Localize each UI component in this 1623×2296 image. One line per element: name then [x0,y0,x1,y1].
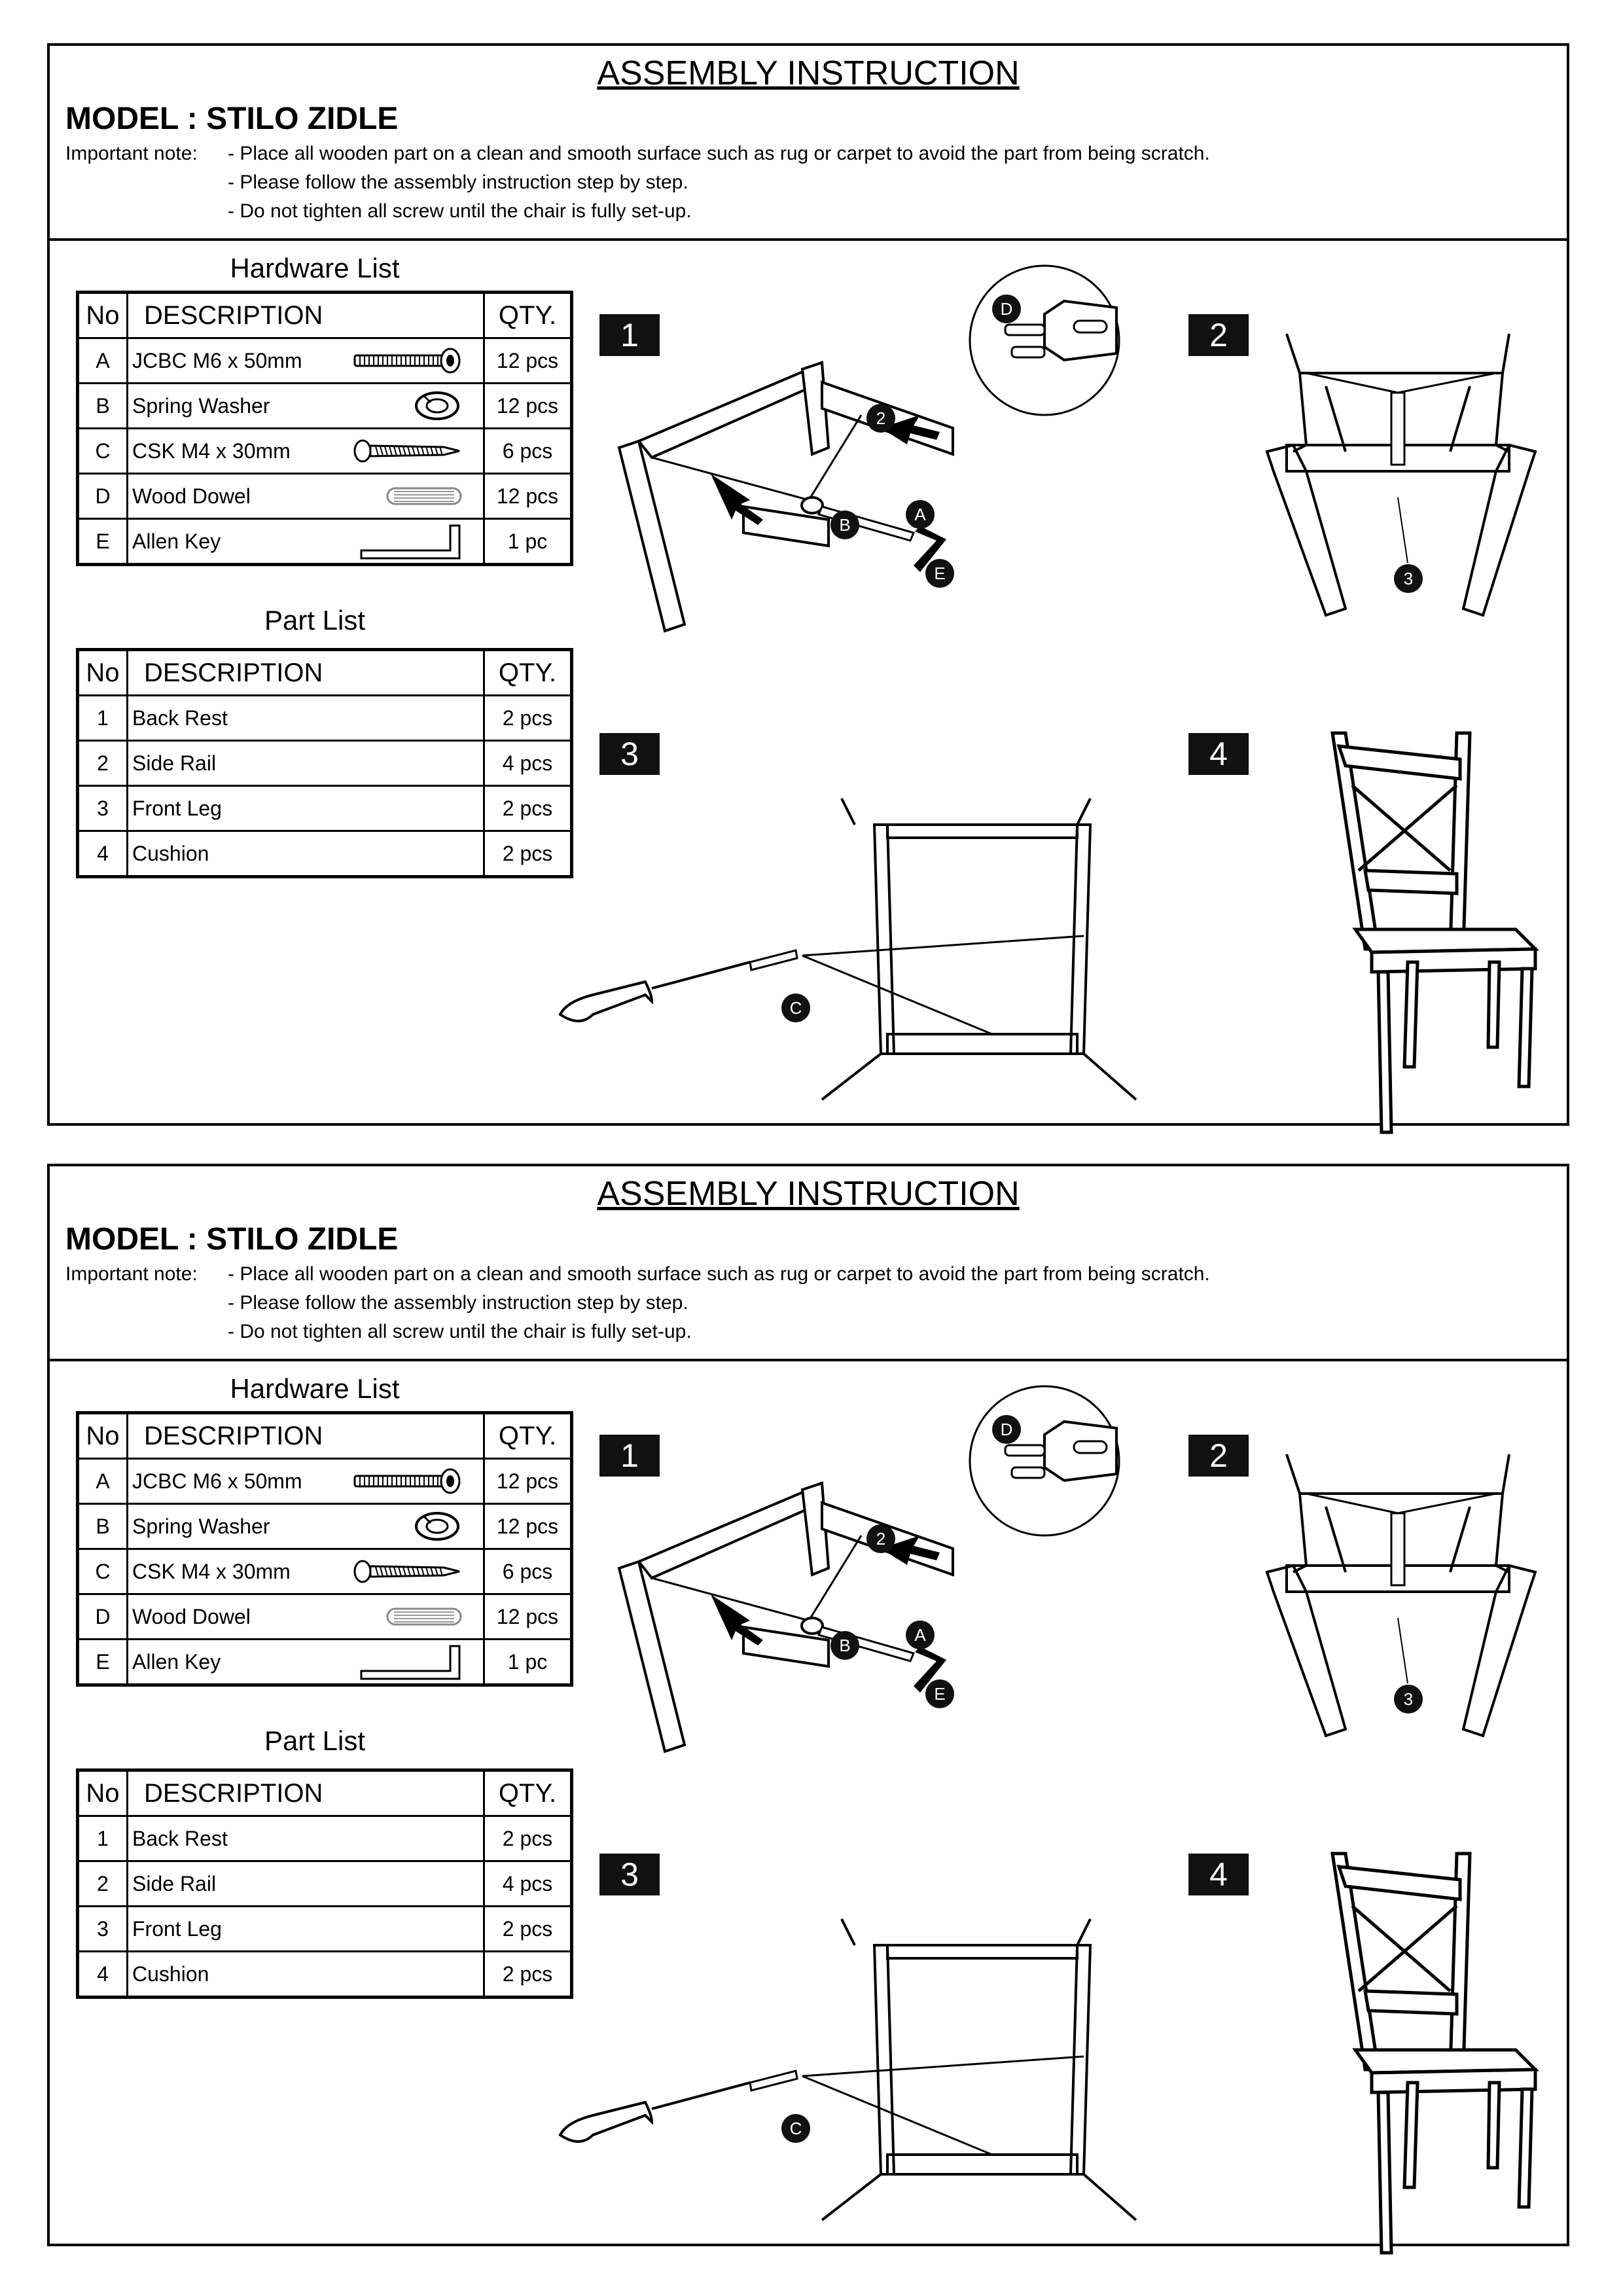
part-qty: 2 pcs [484,1952,572,1998]
part-list-title: Part List [264,1725,366,1756]
hardware-no: D [78,1594,128,1640]
hardware-qty: 12 pcs [484,338,572,384]
callout-3 [1394,564,1423,593]
part-description-label: Front Leg [132,796,222,820]
hardware-header-description: DESCRIPTION [128,293,484,338]
washer-icon [411,389,463,422]
svg-text:A: A [914,1625,926,1645]
hardware-description-label: Allen Key [132,1649,221,1674]
important-note-line: - Please follow the assembly instruction step by step. [228,1292,688,1314]
callout-d [992,1415,1021,1444]
callout-a [906,1621,935,1649]
step-1-illustration [613,1398,1005,1704]
sheet-header [50,1166,1567,1361]
callout-e [925,1679,954,1708]
part-description-label: Back Rest [132,1826,228,1850]
svg-text:B: B [839,515,851,535]
step-2-illustration [1247,334,1575,635]
hardware-no: D [78,474,128,519]
callout-2 [866,1524,895,1553]
hardware-header-row [78,293,572,338]
table-row [78,1504,572,1549]
hardware-no: C [78,1549,128,1594]
hardware-no: E [78,519,128,565]
hardware-qty: 6 pcs [484,1549,572,1594]
callout-c [781,2114,810,2143]
hardware-header-qty: QTY. [484,1413,572,1459]
part-description [128,1952,484,1998]
step-1-number: 1 [599,314,660,356]
table-row [78,741,572,786]
hardware-list-title: Hardware List [230,253,400,283]
dowel-detail-illustration [966,1382,1123,1539]
dowel-icon [385,484,463,508]
part-description-label: Front Leg [132,1916,222,1941]
important-note-label: Important note: [65,1263,198,1285]
table-row [78,474,572,519]
callout-2 [866,404,895,433]
table-row [78,338,572,384]
table-row [78,786,572,831]
part-no: 1 [78,1816,128,1861]
part-header-qty: QTY. [484,650,572,696]
part-header-qty: QTY. [484,1770,572,1816]
table-row [78,429,572,474]
hardware-qty: 6 pcs [484,429,572,474]
important-note-line: - Place all wooden part on a clean and smooth surface such as rug or carpet to avoid the part from being scratch. [228,143,1210,164]
hardware-description [128,338,484,384]
hardware-description [128,384,484,429]
hardware-description-label: JCBC M6 x 50mm [132,348,302,372]
important-note-line: - Do not tighten all screw until the chair is fully set-up. [228,1321,692,1342]
hardware-header-description: DESCRIPTION [128,1413,484,1459]
part-description-label: Side Rail [132,1871,217,1895]
part-header-no: No [78,650,128,696]
hardware-no: C [78,429,128,474]
callout-c [781,994,810,1022]
hardware-description [128,1640,484,1685]
callout-a [906,500,935,529]
svg-text:2: 2 [876,1529,886,1549]
hardware-description-label: Spring Washer [132,393,270,418]
important-note-line: - Do not tighten all screw until the chair is fully set-up. [228,200,692,222]
part-table [76,1768,573,1999]
part-qty: 4 pcs [484,1861,572,1907]
part-description-label: Cushion [132,1962,209,1986]
part-qty: 2 pcs [484,786,572,831]
hardware-table [76,291,573,566]
dowel-detail-illustration [966,262,1123,419]
step-4-illustration [1319,720,1594,1139]
hardware-description-label: JCBC M6 x 50mm [132,1469,302,1493]
hardware-qty: 12 pcs [484,1504,572,1549]
part-header-row [78,1770,572,1816]
allen-key-icon [359,1642,463,1681]
step-1-illustration [613,278,1005,583]
hardware-qty: 1 pc [484,519,572,565]
step-4-number: 4 [1188,1854,1249,1895]
table-row [78,1594,572,1640]
hardware-list-title: Hardware List [230,1373,400,1404]
hardware-header-qty: QTY. [484,293,572,338]
screw-icon [352,438,463,464]
part-no: 2 [78,741,128,786]
hardware-qty: 12 pcs [484,1594,572,1640]
step-2-number: 2 [1188,1435,1249,1477]
page-title: ASSEMBLY INSTRUCTION [597,1175,1020,1213]
important-note-line: - Place all wooden part on a clean and smooth surface such as rug or carpet to avoid the part from being scratch. [228,1263,1210,1285]
part-qty: 2 pcs [484,831,572,877]
table-row [78,1861,572,1907]
part-no: 3 [78,1907,128,1952]
part-header-description: DESCRIPTION [128,650,484,696]
hardware-qty: 12 pcs [484,474,572,519]
hardware-description-label: CSK M4 x 30mm [132,1559,291,1583]
part-description [128,741,484,786]
hardware-description [128,519,484,565]
part-description [128,1907,484,1952]
svg-text:C: C [789,2119,802,2138]
part-description [128,831,484,877]
step-3-number: 3 [599,1854,660,1895]
table-row [78,696,572,741]
model-name: MODEL : STILO ZIDLE [65,1222,399,1257]
table-row [78,1907,572,1952]
table-row [78,519,572,565]
bolt-icon [352,1468,463,1494]
hardware-no: A [78,1459,128,1504]
svg-text:3: 3 [1403,569,1414,588]
hardware-description [128,474,484,519]
bolt-icon [352,348,463,374]
hardware-description-label: Wood Dowel [132,484,251,508]
table-row [78,1816,572,1861]
svg-text:A: A [914,505,926,524]
part-header-no: No [78,1770,128,1816]
hardware-description-label: Wood Dowel [132,1604,251,1628]
step-3-illustration [554,1919,1143,2220]
part-no: 1 [78,696,128,741]
svg-text:B: B [839,1636,851,1655]
step-2-number: 2 [1188,314,1249,356]
part-description [128,696,484,741]
dowel-icon [385,1605,463,1628]
page-title: ASSEMBLY INSTRUCTION [597,54,1020,92]
part-description [128,1816,484,1861]
callout-b [830,511,859,539]
part-qty: 2 pcs [484,1907,572,1952]
hardware-table [76,1411,573,1687]
part-table [76,648,573,878]
step-1-number: 1 [599,1435,660,1477]
step-3-number: 3 [599,733,660,775]
hardware-qty: 12 pcs [484,384,572,429]
part-no: 2 [78,1861,128,1907]
washer-icon [411,1510,463,1543]
hardware-no: B [78,384,128,429]
part-qty: 4 pcs [484,741,572,786]
part-qty: 2 pcs [484,1816,572,1861]
step-3-illustration [554,798,1143,1100]
part-qty: 2 pcs [484,696,572,741]
hardware-description [128,1549,484,1594]
step-4-illustration [1319,1840,1594,2259]
table-row [78,1549,572,1594]
hardware-no: E [78,1640,128,1685]
part-description [128,786,484,831]
hardware-no: A [78,338,128,384]
part-description-label: Cushion [132,841,209,865]
table-row [78,1640,572,1685]
hardware-description [128,429,484,474]
model-name: MODEL : STILO ZIDLE [65,101,399,136]
hardware-description [128,1459,484,1504]
table-row [78,1952,572,1998]
part-description-label: Back Rest [132,706,228,730]
step-4-number: 4 [1188,733,1249,775]
part-no: 3 [78,786,128,831]
callout-3 [1394,1685,1423,1713]
part-no: 4 [78,831,128,877]
table-row [78,831,572,877]
hardware-qty: 1 pc [484,1640,572,1685]
part-description-label: Side Rail [132,751,217,775]
important-note-label: Important note: [65,143,198,164]
part-list-title: Part List [264,605,366,636]
part-header-description: DESCRIPTION [128,1770,484,1816]
hardware-description [128,1504,484,1549]
callout-d [992,295,1021,323]
part-description [128,1861,484,1907]
hardware-header-no: No [78,293,128,338]
callout-e [925,559,954,588]
svg-text:2: 2 [876,408,886,428]
part-header-row [78,650,572,696]
sheet-header [50,46,1567,241]
allen-key-icon [359,522,463,561]
important-note-line: - Please follow the assembly instruction step by step. [228,171,688,193]
hardware-qty: 12 pcs [484,1459,572,1504]
hardware-description-label: Allen Key [132,529,221,553]
screw-icon [352,1558,463,1585]
callout-b [830,1631,859,1660]
hardware-header-row [78,1413,572,1459]
step-2-illustration [1247,1454,1575,1755]
table-row [78,1459,572,1504]
hardware-header-no: No [78,1413,128,1459]
svg-text:E: E [934,1684,946,1704]
hardware-description-label: CSK M4 x 30mm [132,439,291,463]
svg-text:C: C [789,998,802,1018]
svg-text:3: 3 [1403,1689,1414,1709]
part-no: 4 [78,1952,128,1998]
svg-text:E: E [934,564,946,583]
assembly-sheet [47,1164,1569,2246]
hardware-no: B [78,1504,128,1549]
svg-text:D: D [1000,299,1013,319]
svg-text:D: D [1000,1420,1013,1439]
table-row [78,384,572,429]
hardware-description [128,1594,484,1640]
hardware-description-label: Spring Washer [132,1514,270,1538]
assembly-sheet [47,43,1569,1126]
